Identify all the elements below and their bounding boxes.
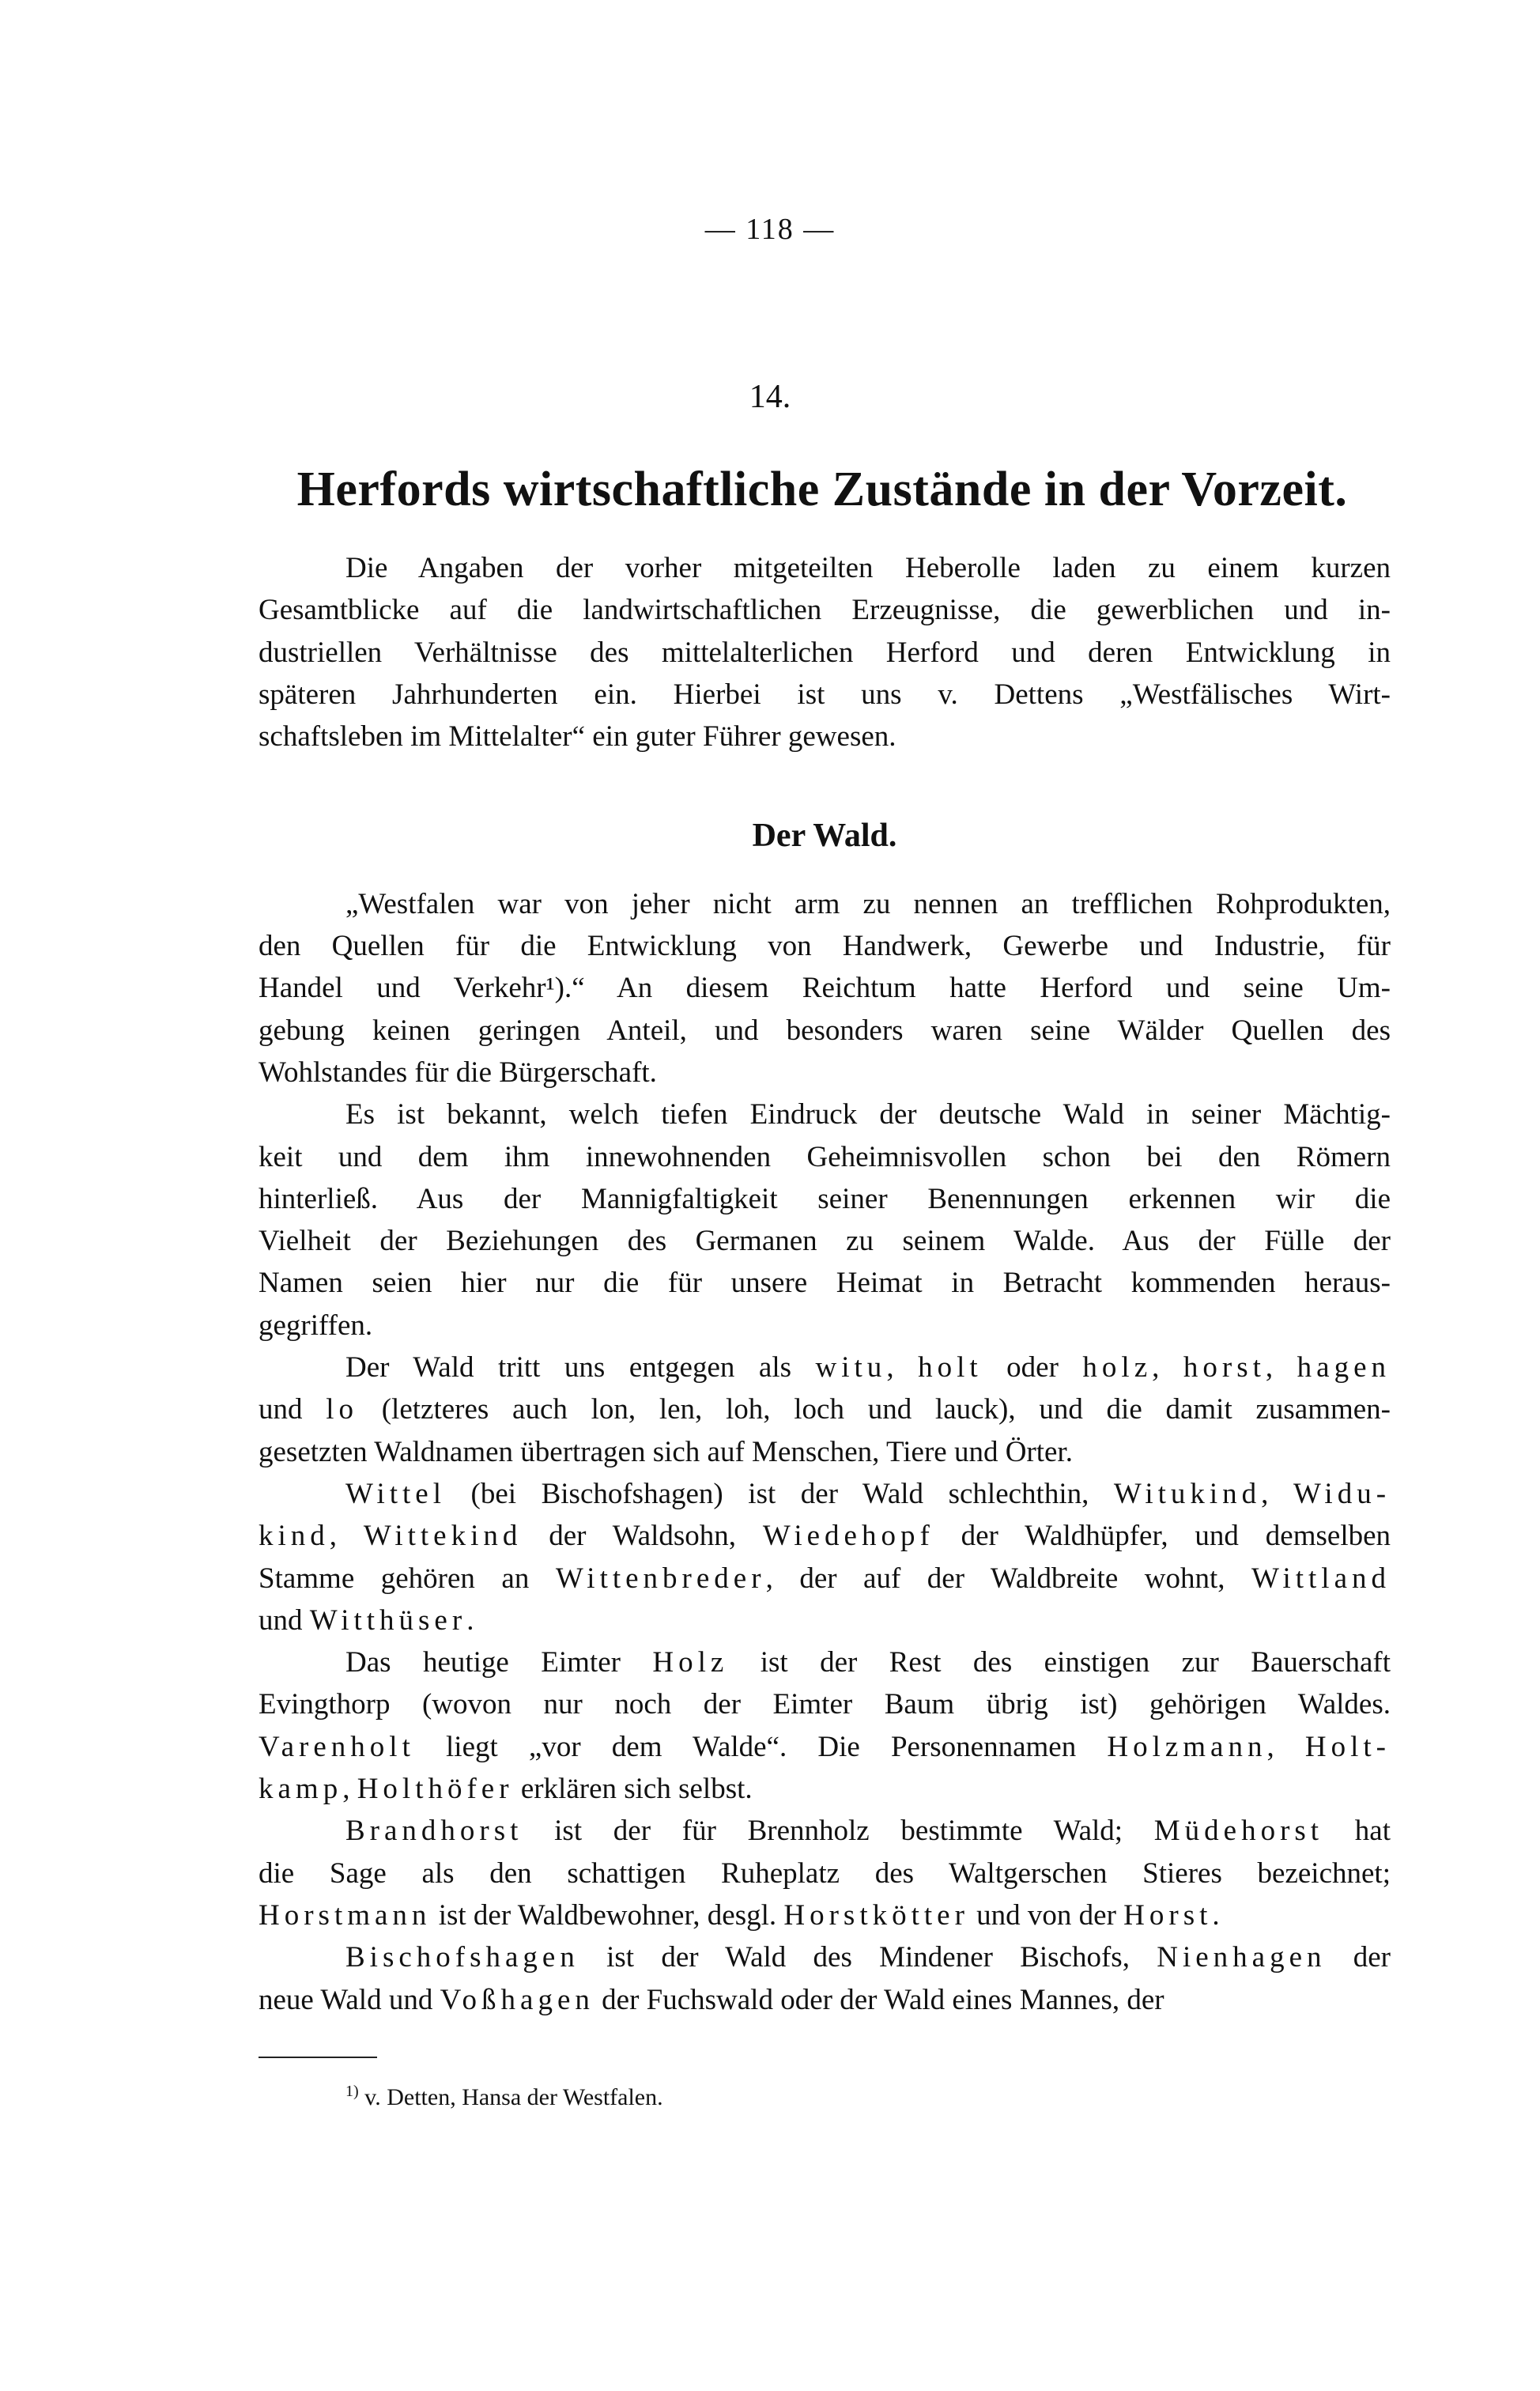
spaced-name: Witukind xyxy=(1113,1477,1262,1510)
spaced-name: Nienhagen xyxy=(1157,1941,1327,1974)
text-run: gesetzten Waldnamen übertragen sich auf Menschen, Tiere und Örter. xyxy=(259,1435,1073,1468)
text-run: hat xyxy=(1323,1815,1391,1848)
text-line xyxy=(259,674,1391,716)
text-line xyxy=(259,1431,1391,1473)
text-run: Gesamtblicke auf die landwirtschaftlichen Erzeugnisse, die gewerblichen und in- xyxy=(259,594,1391,627)
text-run: der Fuchswald oder der Wald eines Mannes, der xyxy=(594,1983,1164,2016)
text-line xyxy=(259,1262,1391,1304)
spaced-name: Wittland xyxy=(1251,1562,1391,1595)
spaced-name: Holthöfer xyxy=(357,1773,514,1806)
text-line xyxy=(259,1641,1391,1683)
spaced-name: Wittenbreder xyxy=(555,1562,766,1595)
paragraph xyxy=(259,1473,1391,1641)
spaced-name: Witthüser xyxy=(309,1603,467,1637)
text-run: und xyxy=(259,1603,310,1637)
text-run: , xyxy=(1266,1730,1305,1763)
text-run: Das heutige Eimter xyxy=(345,1646,653,1679)
text-run: späteren Jahrhunderten ein. Hierbei ist uns v. Dettens „Westfälisches Wirt- xyxy=(259,678,1391,711)
text-line xyxy=(259,967,1391,1009)
text-run: (bei Bischofshagen) ist der Wald schlechthin, xyxy=(445,1477,1114,1510)
text-line xyxy=(259,1768,1391,1810)
text-line xyxy=(259,1388,1391,1430)
spaced-name: Holz xyxy=(652,1646,729,1679)
spaced-name: Widu- xyxy=(1293,1477,1391,1510)
text-line xyxy=(259,716,1391,757)
section-der-wald xyxy=(259,883,1391,2021)
text-run: „Westfalen war von jeher nicht arm zu nennen an trefflichen Rohprodukten, xyxy=(345,887,1391,920)
text-run: ist der Rest des einstigen zur Bauerschaft xyxy=(728,1646,1391,1679)
spaced-name: Horstmann xyxy=(259,1898,432,1932)
chapter-title: Herfords wirtschaftliche Zustände in der Vorzeit. xyxy=(296,463,1348,516)
paragraph xyxy=(259,1641,1391,1810)
text-line xyxy=(259,1052,1391,1094)
text-run: , xyxy=(1265,1351,1297,1384)
spaced-name: Voßhagen xyxy=(440,1983,594,2016)
text-line xyxy=(259,1010,1391,1052)
text-line xyxy=(259,925,1391,967)
text-run: , xyxy=(1261,1477,1293,1510)
paragraph xyxy=(259,1810,1391,1936)
text-run: neue Wald und xyxy=(259,1983,440,2016)
spaced-name: Wiedehopf xyxy=(762,1520,934,1553)
text-run: Evingthorp (wovon nur noch der Eimter Baum übrig ist) gehörigen Waldes. xyxy=(259,1688,1391,1721)
text-run: gegriffen. xyxy=(259,1309,373,1342)
paragraph xyxy=(259,1936,1391,2021)
text-run: , xyxy=(886,1351,919,1384)
text-run: der Waldsohn, xyxy=(522,1520,763,1553)
text-line xyxy=(259,1936,1391,1978)
text-line xyxy=(259,1979,1391,2021)
paragraph xyxy=(259,547,1391,757)
text-run: . xyxy=(1212,1898,1220,1932)
text-line xyxy=(259,1558,1391,1600)
text-run: oder xyxy=(982,1351,1083,1384)
text-run: hinterließ. Aus der Mannigfaltigkeit seiner Benennungen erkennen wir die xyxy=(259,1182,1391,1215)
text-run: dustriellen Verhältnisse des mittelalterlichen Herford und deren Entwicklung in xyxy=(259,636,1391,669)
footnote xyxy=(345,2083,663,2111)
text-line xyxy=(259,1305,1391,1347)
text-line xyxy=(259,1515,1391,1557)
text-line xyxy=(259,1178,1391,1220)
text-line xyxy=(259,1094,1391,1135)
body-text xyxy=(259,547,1391,2021)
text-run: , xyxy=(342,1773,357,1806)
text-run: der Waldhüpfer, und demselben xyxy=(934,1520,1391,1553)
page-number: — 118 — xyxy=(704,213,836,246)
text-run: Namen seien hier nur die für unsere Heimat in Betracht kommenden heraus- xyxy=(259,1267,1391,1300)
text-run: und xyxy=(259,1393,326,1426)
spaced-name: Holzmann xyxy=(1107,1730,1267,1763)
text-run: , xyxy=(329,1520,364,1553)
text-run: Vielheit der Beziehungen des Germanen zu seinem Walde. Aus der Fülle der xyxy=(259,1225,1391,1258)
spaced-name: kind xyxy=(259,1520,330,1553)
text-run: keit und dem ihm innewohnenden Geheimnisvollen schon bei den Römern xyxy=(259,1140,1391,1173)
text-line xyxy=(259,632,1391,674)
text-line xyxy=(259,589,1391,631)
text-run: Handel und Verkehr¹).“ An diesem Reichtum hatte Herford und seine Um- xyxy=(259,972,1391,1005)
text-run: (letzteres auch lon, len, loh, loch und lauck), und die damit zusammen- xyxy=(358,1393,1391,1426)
text-run: . xyxy=(466,1603,474,1637)
spaced-name: witu xyxy=(815,1351,887,1384)
text-run: , xyxy=(1152,1351,1183,1384)
text-line xyxy=(259,1683,1391,1725)
spaced-name: lo xyxy=(326,1393,359,1426)
spaced-name: horst xyxy=(1183,1351,1266,1384)
footnote-marker: 1) xyxy=(345,2083,359,2100)
text-run: ist der für Brennholz bestimmte Wald; xyxy=(523,1815,1154,1848)
spaced-name: Varenholt xyxy=(259,1730,415,1763)
spaced-name: holt xyxy=(918,1351,983,1384)
spaced-name: Brandhorst xyxy=(345,1815,523,1848)
text-run: , der auf der Waldbreite wohnt, xyxy=(765,1562,1252,1595)
text-line xyxy=(259,1136,1391,1178)
spaced-name: Horstkötter xyxy=(783,1898,969,1932)
spaced-name: Wittekind xyxy=(363,1520,523,1553)
text-run: ist der Waldbewohner, desgl. xyxy=(431,1898,784,1932)
text-run: ist der Wald des Mindener Bischofs, xyxy=(579,1941,1157,1974)
section-heading: Der Wald. xyxy=(752,818,897,855)
text-run: der xyxy=(1326,1941,1391,1974)
text-run: gebung keinen geringen Anteil, und besonders waren seine Wälder Quellen des xyxy=(259,1014,1391,1047)
spaced-name: Holt- xyxy=(1304,1730,1391,1763)
text-line xyxy=(259,547,1391,589)
chapter-number: 14. xyxy=(749,379,791,415)
text-line xyxy=(259,1600,1391,1641)
text-run: Die Angaben der vorher mitgeteilten Heberolle laden zu einem kurzen xyxy=(345,552,1391,584)
spaced-name: Müdehorst xyxy=(1153,1815,1324,1848)
spaced-name: hagen xyxy=(1297,1351,1391,1384)
text-line xyxy=(259,1347,1391,1388)
text-run: Wohlstandes für die Bürgerschaft. xyxy=(259,1056,657,1089)
text-run: schaftsleben im Mittelalter“ ein guter Führer gewesen. xyxy=(259,720,896,754)
text-line xyxy=(259,1894,1391,1936)
footnote-divider xyxy=(259,2057,377,2058)
text-line xyxy=(259,1473,1391,1515)
text-line xyxy=(259,1810,1391,1852)
paragraph xyxy=(259,1347,1391,1473)
spaced-name: holz xyxy=(1082,1351,1153,1384)
text-run: Stamme gehören an xyxy=(259,1562,556,1595)
text-run: die Sage als den schattigen Ruheplatz des Waltgerschen Stieres bezeichnet; xyxy=(259,1857,1391,1890)
paragraph xyxy=(259,1094,1391,1347)
footnote-text: v. Detten, Hansa der Westfalen. xyxy=(364,2084,663,2110)
text-run: Es ist bekannt, welch tiefen Eindruck der deutsche Wald in seiner Mächtig- xyxy=(345,1098,1391,1131)
spaced-name: Horst xyxy=(1123,1898,1213,1932)
spaced-name: Wittel xyxy=(345,1477,446,1510)
text-run: erklären sich selbst. xyxy=(513,1773,753,1806)
text-line xyxy=(259,1726,1391,1768)
text-line xyxy=(259,1220,1391,1262)
text-run: liegt „vor dem Walde“. Die Personennamen xyxy=(414,1730,1108,1763)
text-run: den Quellen für die Entwicklung von Handwerk, Gewerbe und Industrie, für xyxy=(259,930,1391,963)
spaced-name: Bischofshagen xyxy=(345,1941,579,1974)
intro-section xyxy=(259,547,1391,757)
text-line xyxy=(259,1853,1391,1894)
paragraph xyxy=(259,883,1391,1094)
text-line xyxy=(259,883,1391,925)
spaced-name: kamp xyxy=(259,1773,343,1806)
text-run: Der Wald tritt uns entgegen als xyxy=(345,1351,816,1384)
text-run: und von der xyxy=(968,1898,1124,1932)
